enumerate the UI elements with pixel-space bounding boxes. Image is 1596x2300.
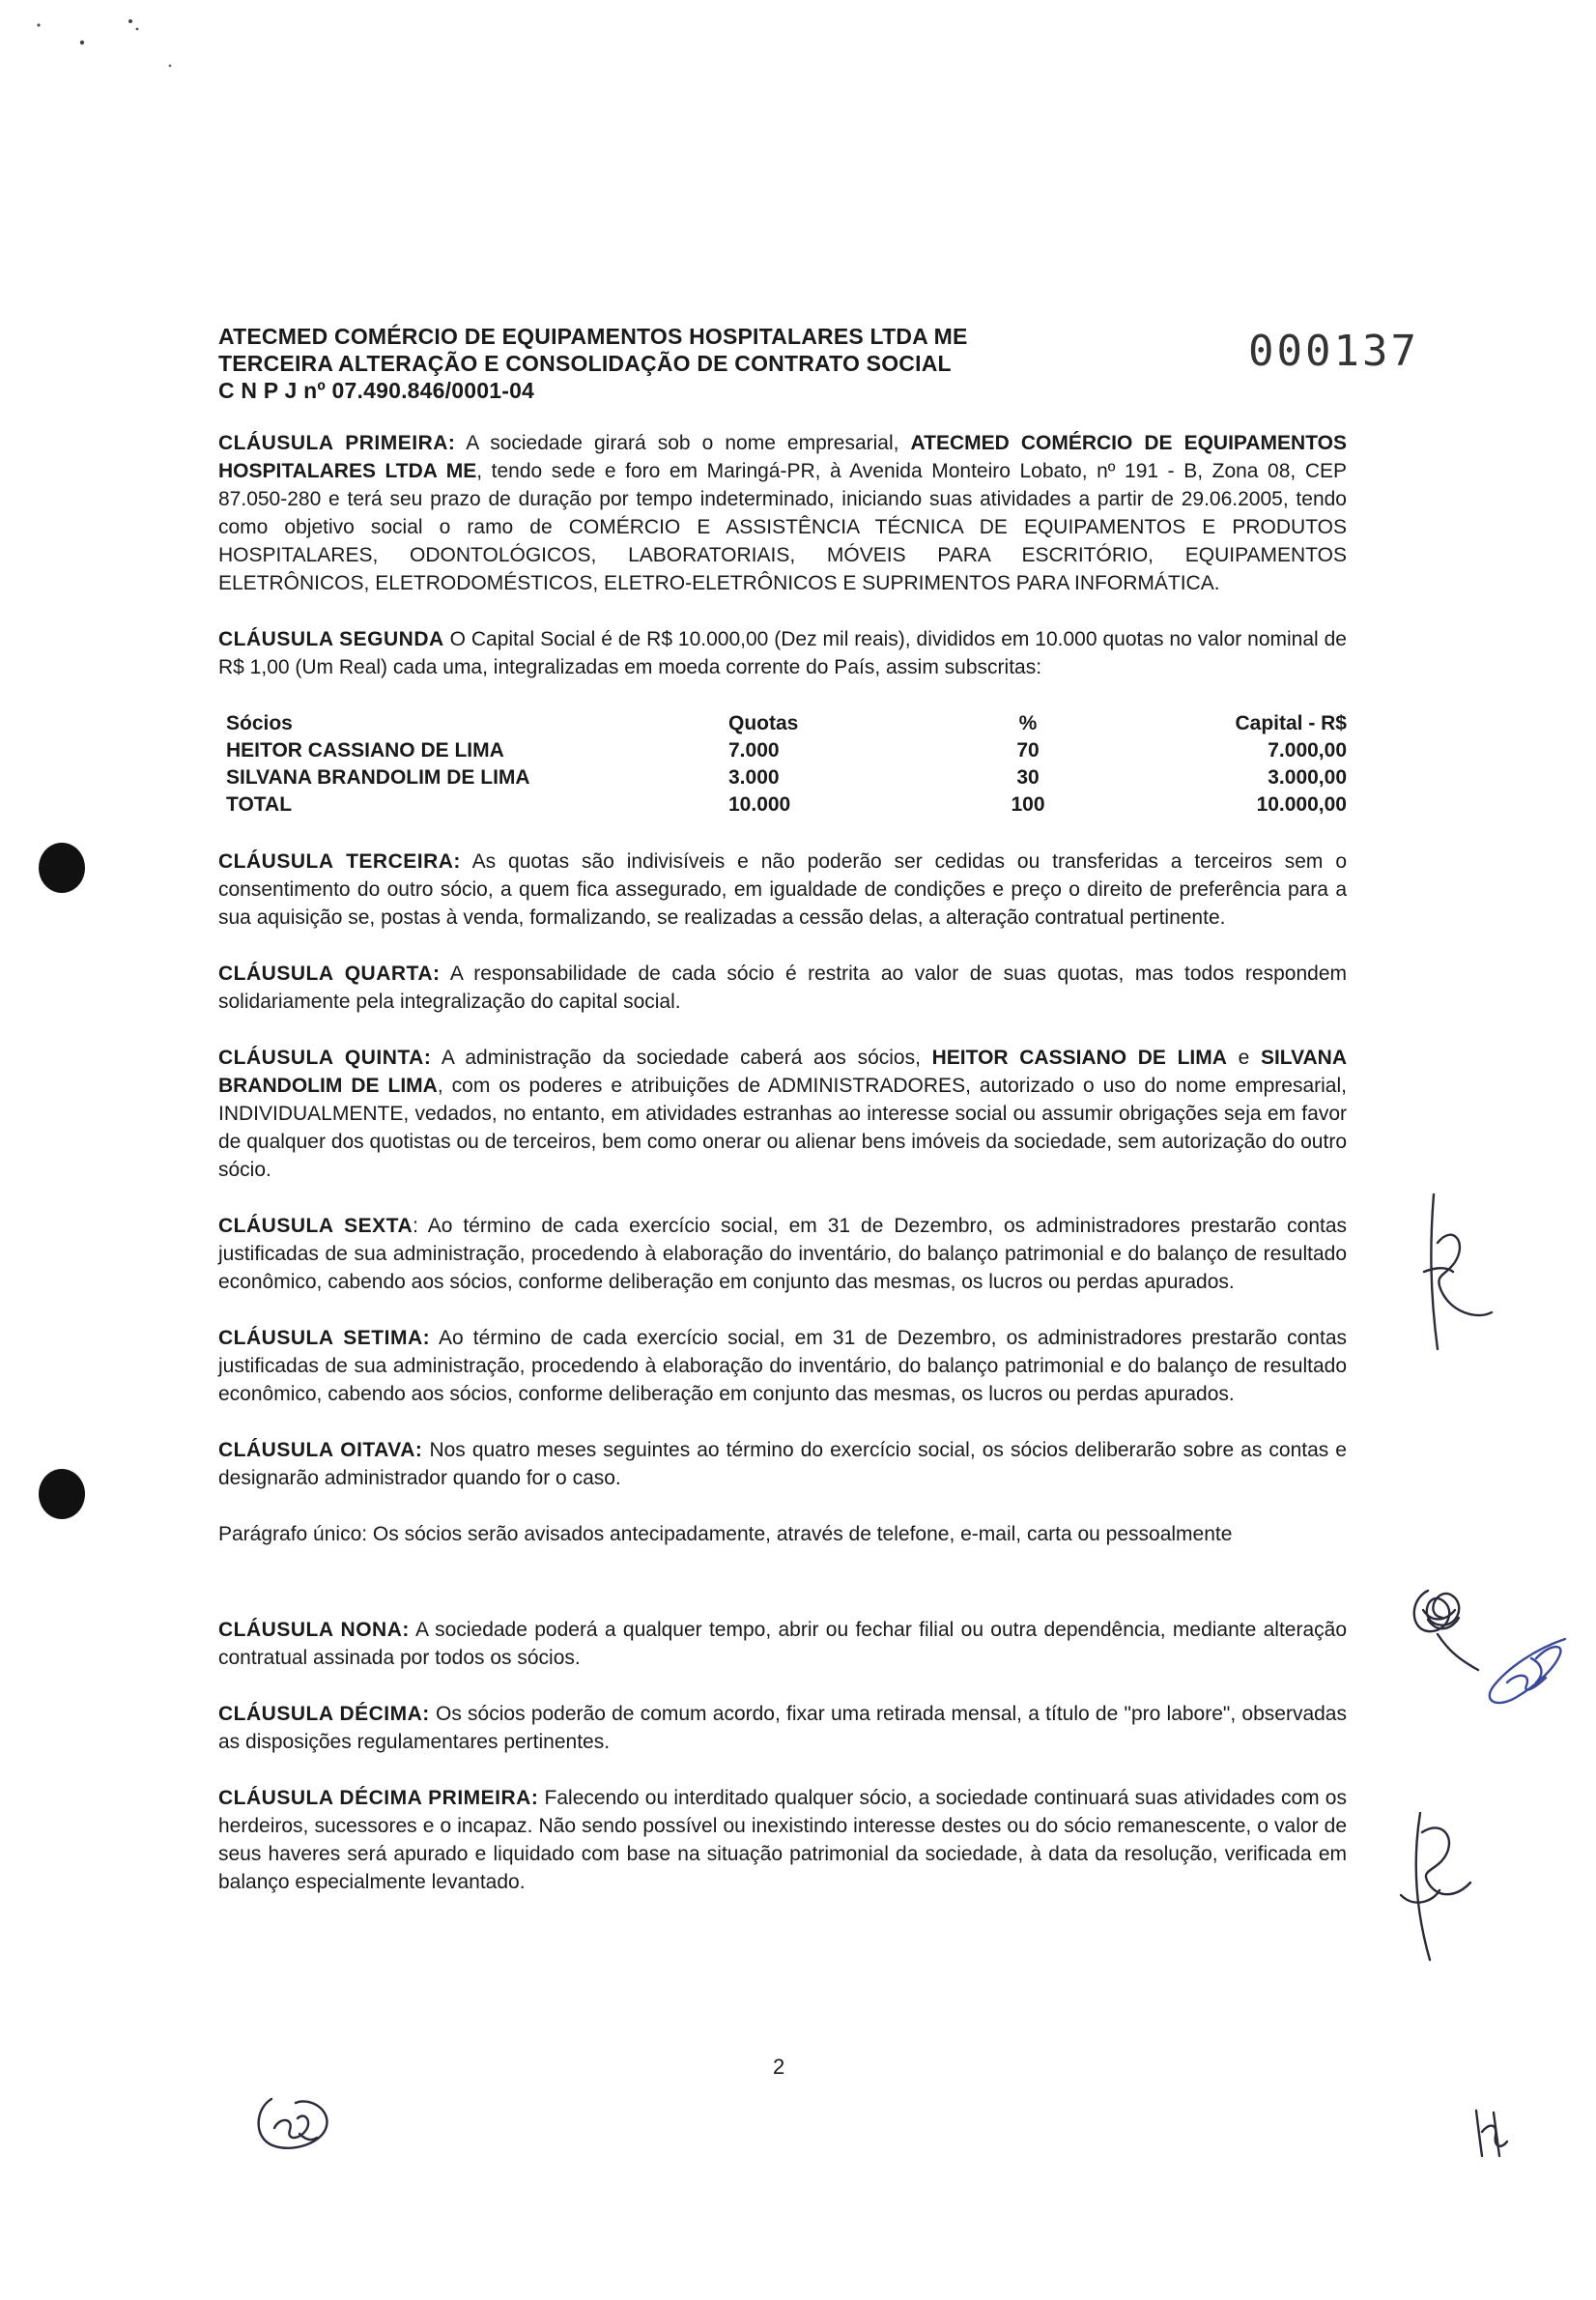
clause-text: Parágrafo único: Os sócios serão avisados antecipadamente, através de telefone, e-mail, carta ou pessoalmente xyxy=(218,1523,1233,1545)
table-total-row xyxy=(226,791,1347,819)
clause-text: Ao término de cada exercício social, em 31 de Dezembro, os administradores prestarão contas justificadas de sua administração, procedendo à elaboração do inventário, do balanço patrimonial e do balanço de resultado econômico, cabendo aos sócios, conforme deliberação em conjunto das mesmas, os lucros ou perdas apurados. xyxy=(218,1327,1347,1405)
clause-text: O Capital Social é de R$ 10.000,00 (Dez mil reais), divididos em 10.000 quotas no valor nominal de R$ 1,00 (Um Real) cada uma, integralizadas em moeda corrente do País, assim subscritas: xyxy=(218,628,1347,678)
cell-capital: 10.000,00 xyxy=(1256,793,1347,816)
clause-text: Nos quatro meses seguintes ao término do exercício social, os sócios deliberarão sobre as contas e designarão administrador quando for o caso. xyxy=(218,1439,1347,1489)
clause-setima xyxy=(218,1324,1347,1408)
clause-title: CLÁUSULA DÉCIMA PRIMEIRA: xyxy=(218,1787,539,1809)
clause-title: CLÁUSULA TERCEIRA: xyxy=(218,850,461,873)
clause-text: Falecendo ou interditado qualquer sócio, a sociedade continuará suas atividades com os herdeiros, sucessores e o incapaz. Não sendo possível ou inexistindo interesse destes ou do sócio remanescente, o valor de seus haveres será apurado e liquidado com base na situação patrimonial da sociedade, à data da resolução, verificada em balanço especialmente levantado. xyxy=(218,1787,1347,1893)
clause-sexta xyxy=(218,1212,1347,1296)
clause-quarta xyxy=(218,960,1347,1016)
table-row xyxy=(226,737,1347,764)
clause-terceira xyxy=(218,848,1347,932)
paragrafo-unico xyxy=(218,1520,1347,1548)
cell-quotas: 7.000 xyxy=(728,739,780,762)
clause-text: , tendo sede e foro em Maringá-PR, à Avenida Monteiro Lobato, nº 191 - B, Zona 08, CEP 87.050-280 e terá seu prazo de duração por tempo indeterminado, iniciando suas atividades a partir de 29.06.2005, tendo como objetivo social o ramo de COMÉRCIO E ASSISTÊNCIA TÉCNICA DE EQUIPAMENTOS E PRODUTOS HOSPITALARES, ODONTOLÓGICOS, LABORATORIAIS, MÓVEIS PARA ESCRITÓRIO, EQUIPAMENTOS ELETRÔNICOS, ELETRODOMÉSTICOS, ELETRO-ELETRÔNICOS E SUPRIMENTOS PARA INFORMÁTICA. xyxy=(218,460,1347,594)
signature-scribble xyxy=(247,2089,334,2162)
table-row xyxy=(226,764,1347,791)
clause-text: , com os poderes e atribuições de ADMINISTRADORES, autorizado o uso do nome empresarial, INDIVIDUALMENTE, vedados, no entanto, em atividades estranhas ao interesse social ou assumir obrigações seja em favor de qualquer dos quotistas ou de terceiros, bem como onerar ou alienar bens imóveis da sociedade, sem autorização do outro sócio. xyxy=(218,1075,1347,1181)
quota-table xyxy=(226,710,1347,819)
signature-blue xyxy=(1478,1629,1575,1721)
clause-title: CLÁUSULA SEXTA xyxy=(218,1215,413,1237)
clause-text: A sociedade girará sob o nome empresarial, xyxy=(455,432,911,454)
signature-scribble xyxy=(1399,1581,1486,1682)
cell-percent: 30 xyxy=(1016,766,1040,789)
partner-name-bold: SILVANA BRANDOLIM DE LIMA xyxy=(218,1047,1348,1097)
document-header xyxy=(218,323,1088,404)
header-capital: Capital - R$ xyxy=(1235,712,1347,734)
clause-text: Os sócios poderão de comum acordo, fixar uma retirada mensal, a título de "pro labore", observadas as disposições regulamentares pertinentes. xyxy=(218,1703,1347,1753)
page-number: 2 xyxy=(773,2055,785,2079)
contract-body xyxy=(218,429,1347,1924)
partner-name-bold: HEITOR CASSIANO DE LIMA xyxy=(931,1047,1227,1069)
clause-title: CLÁUSULA QUINTA: xyxy=(218,1047,432,1069)
punch-hole xyxy=(39,843,85,893)
cell-socio: TOTAL xyxy=(226,793,293,816)
clause-title: CLÁUSULA PRIMEIRA: xyxy=(218,432,456,454)
clause-segunda xyxy=(218,625,1347,681)
company-name: ATECMED COMÉRCIO DE EQUIPAMENTOS HOSPITALARES LTDA ME xyxy=(218,324,968,349)
table-header-row xyxy=(226,710,1347,737)
clause-text: A sociedade poderá a qualquer tempo, abrir ou fechar filial ou outra dependência, mediante alteração contratual assinada por todos os sócios. xyxy=(218,1619,1347,1669)
clause-text: A responsabilidade de cada sócio é restrita ao valor de suas quotas, mas todos respondem solidariamente pela integralização do capital social. xyxy=(218,963,1347,1013)
cell-capital: 7.000,00 xyxy=(1268,739,1347,762)
clause-text: e xyxy=(1226,1047,1261,1069)
clause-quinta xyxy=(218,1044,1347,1184)
header-socios: Sócios xyxy=(226,712,293,734)
clause-text: A administração da sociedade caberá aos sócios, xyxy=(431,1047,932,1069)
clause-decima-primeira xyxy=(218,1784,1347,1896)
scan-artifact xyxy=(0,0,193,77)
clause-title: CLÁUSULA DÉCIMA: xyxy=(218,1703,430,1725)
clause-oitava xyxy=(218,1436,1347,1492)
punch-hole xyxy=(39,1469,85,1519)
clause-title: CLÁUSULA QUARTA: xyxy=(218,963,441,985)
signature-initial xyxy=(1391,1803,1478,1972)
header-percent: % xyxy=(1018,712,1038,734)
signature-initial xyxy=(1395,1185,1501,1364)
clause-primeira xyxy=(218,429,1347,597)
clause-decima xyxy=(218,1700,1347,1756)
clause-title: CLÁUSULA NONA: xyxy=(218,1619,410,1641)
document-title: TERCEIRA ALTERAÇÃO E CONSOLIDAÇÃO DE CONTRATO SOCIAL xyxy=(218,351,952,376)
cell-capital: 3.000,00 xyxy=(1268,766,1347,789)
clause-title: CLÁUSULA SETIMA: xyxy=(218,1327,431,1349)
signature-initial xyxy=(1468,2103,1517,2166)
cell-percent: 100 xyxy=(1011,793,1045,816)
cell-quotas: 10.000 xyxy=(728,793,791,816)
header-quotas: Quotas xyxy=(728,712,799,734)
clause-title: CLÁUSULA SEGUNDA xyxy=(218,628,444,650)
cell-quotas: 3.000 xyxy=(728,766,780,789)
clause-title: CLÁUSULA OITAVA: xyxy=(218,1439,423,1461)
company-name-bold: ATECMED COMÉRCIO DE EQUIPAMENTOS HOSPITALARES LTDA ME xyxy=(218,432,1348,482)
clause-text: As quotas são indivisíveis e não poderão ser cedidas ou transferidas a terceiros sem o consentimento do outro sócio, a quem fica assegurado, em igualdade de condições e preço o direito de preferência para a sua aquisição se, postas à venda, formalizando, se realizadas a cessão delas, a alteração contratual pertinente. xyxy=(218,850,1347,929)
page-stamp-number: 000137 xyxy=(1248,327,1419,376)
cell-socio: SILVANA BRANDOLIM DE LIMA xyxy=(226,766,530,789)
clause-nona xyxy=(218,1616,1347,1672)
cell-percent: 70 xyxy=(1016,739,1040,762)
cell-socio: HEITOR CASSIANO DE LIMA xyxy=(226,739,504,762)
clause-text: : Ao término de cada exercício social, em 31 de Dezembro, os administradores prestarão contas justificadas de sua administração, procedendo à elaboração do inventário, do balanço patrimonial e do balanço de resultado econômico, cabendo aos sócios, conforme deliberação em conjunto das mesmas, os lucros ou perdas apurados. xyxy=(218,1215,1348,1293)
cnpj: C N P J nº 07.490.846/0001-04 xyxy=(218,378,535,403)
